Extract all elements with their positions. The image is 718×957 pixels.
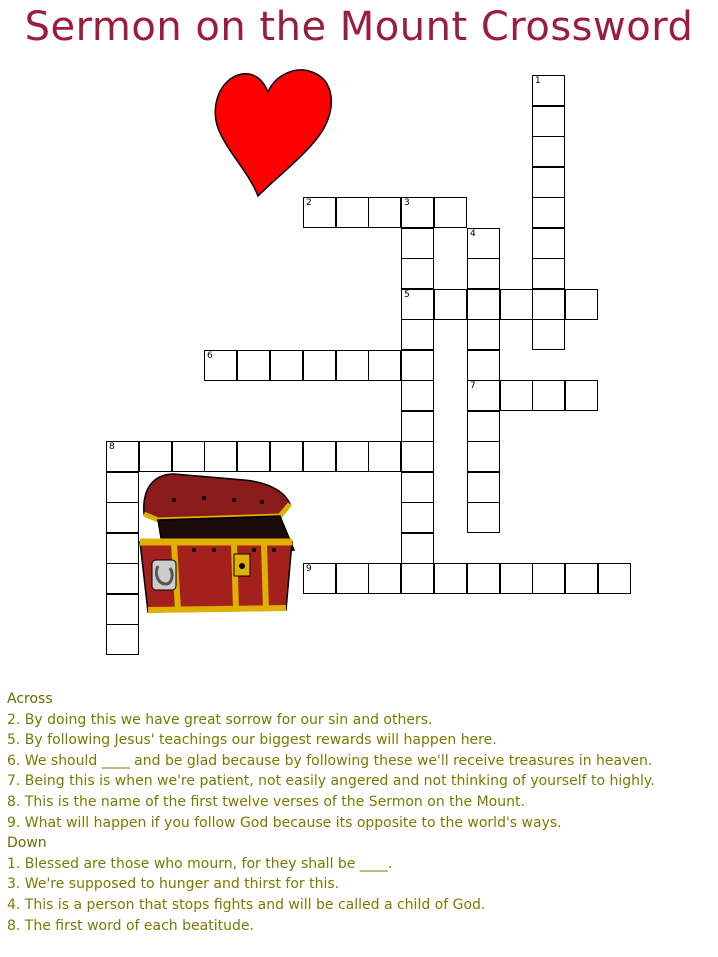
clue-across-8: 8. This is the name of the first twelve verses of the Sermon on the Mount. xyxy=(7,793,525,810)
grid-cell xyxy=(532,563,565,594)
grid-number: 6 xyxy=(207,351,213,361)
grid-cell xyxy=(500,289,533,320)
grid-cell xyxy=(172,441,205,472)
down-list xyxy=(7,854,717,936)
grid-cell xyxy=(336,197,369,228)
clue-down-8: 8. The first word of each beatitude. xyxy=(7,917,254,934)
grid-cell xyxy=(467,350,500,381)
grid-cell xyxy=(401,563,434,594)
grid-cell xyxy=(336,350,369,381)
grid-cell xyxy=(500,563,533,594)
grid-number: 7 xyxy=(470,381,476,391)
grid-cell xyxy=(467,411,500,442)
grid-cell xyxy=(106,441,139,472)
grid-cell xyxy=(565,380,598,411)
grid-cell xyxy=(368,197,401,228)
grid-cell xyxy=(401,258,434,289)
grid-cell xyxy=(401,380,434,411)
grid-cell xyxy=(467,228,500,259)
grid-cell xyxy=(467,319,500,350)
grid-cell xyxy=(467,502,500,533)
grid-cell xyxy=(401,533,434,564)
grid-number: 4 xyxy=(470,229,476,239)
grid-cell xyxy=(303,197,336,228)
grid-cell xyxy=(598,563,631,594)
grid-cell xyxy=(139,441,172,472)
grid-cell xyxy=(368,441,401,472)
grid-number: 9 xyxy=(306,564,312,574)
grid-cell xyxy=(532,228,565,259)
grid-cell xyxy=(106,624,139,655)
clue-across-5: 5. By following Jesus' teachings our biggest rewards will happen here. xyxy=(7,732,497,749)
grid-number: 1 xyxy=(535,76,541,86)
grid-cell xyxy=(467,563,500,594)
grid-number: 5 xyxy=(404,290,410,300)
grid-cell xyxy=(401,228,434,259)
grid-number: 8 xyxy=(109,442,115,452)
grid-cell xyxy=(368,563,401,594)
grid-cell xyxy=(237,441,270,472)
heart-icon xyxy=(212,66,336,200)
clue-across-6: 6. We should ____ and be glad because by following these we'll receive treasures in heaven. xyxy=(7,752,653,769)
grid-cell xyxy=(467,258,500,289)
grid-cell xyxy=(401,197,434,228)
grid-cell xyxy=(434,197,467,228)
grid-cell xyxy=(532,136,565,167)
page-title: Sermon on the Mount Crossword xyxy=(24,4,694,50)
grid-number: 2 xyxy=(306,198,312,208)
across-heading: Across xyxy=(7,691,53,707)
clue-across-7: 7. Being this is when we're patient, not easily angered and not thinking of yourself to highly. xyxy=(7,773,655,790)
grid-cell xyxy=(401,289,434,320)
clue-down-3: 3. We're supposed to hunger and thirst for this. xyxy=(7,876,340,893)
grid-cell xyxy=(565,289,598,320)
grid-cell xyxy=(303,563,336,594)
grid-cell xyxy=(532,75,565,106)
grid-cell xyxy=(303,350,336,381)
grid-cell xyxy=(401,472,434,503)
clue-down-1: 1. Blessed are those who mourn, for they shall be ____. xyxy=(7,855,393,872)
grid-cell xyxy=(270,350,303,381)
clue-across-9: 9. What will happen if you follow God because its opposite to the world's ways. xyxy=(7,814,562,831)
clue-list xyxy=(7,689,717,936)
grid-cell xyxy=(401,319,434,350)
grid-cell xyxy=(434,289,467,320)
grid-cell xyxy=(500,380,533,411)
grid-cell xyxy=(532,197,565,228)
grid-cell xyxy=(401,441,434,472)
grid-cell xyxy=(401,502,434,533)
grid-cell xyxy=(467,441,500,472)
grid-cell xyxy=(336,441,369,472)
grid-cell xyxy=(336,563,369,594)
grid-cell xyxy=(204,441,237,472)
grid-cell xyxy=(467,380,500,411)
grid-cell xyxy=(401,350,434,381)
down-heading: Down xyxy=(7,835,47,852)
grid-cell xyxy=(532,380,565,411)
grid-cell xyxy=(467,289,500,320)
grid-cell xyxy=(532,258,565,289)
grid-cell xyxy=(532,289,565,320)
grid-cell xyxy=(368,350,401,381)
grid-cell xyxy=(204,350,237,381)
grid-cell xyxy=(532,106,565,137)
grid-cell xyxy=(270,441,303,472)
clue-across-2: 2. By doing this we have great sorrow for our sin and others. xyxy=(7,711,433,728)
grid-cell xyxy=(303,441,336,472)
treasure-chest-icon xyxy=(134,470,300,620)
grid-cell xyxy=(434,563,467,594)
grid-cell xyxy=(565,563,598,594)
grid-cell xyxy=(237,350,270,381)
clue-down-4: 4. This is a person that stops fights and will be called a child of God. xyxy=(7,896,486,913)
across-list xyxy=(7,710,717,834)
grid-number: 3 xyxy=(404,198,410,208)
grid-cell xyxy=(401,411,434,442)
grid-cell xyxy=(467,472,500,503)
grid-cell xyxy=(532,319,565,350)
grid-cell xyxy=(532,167,565,198)
